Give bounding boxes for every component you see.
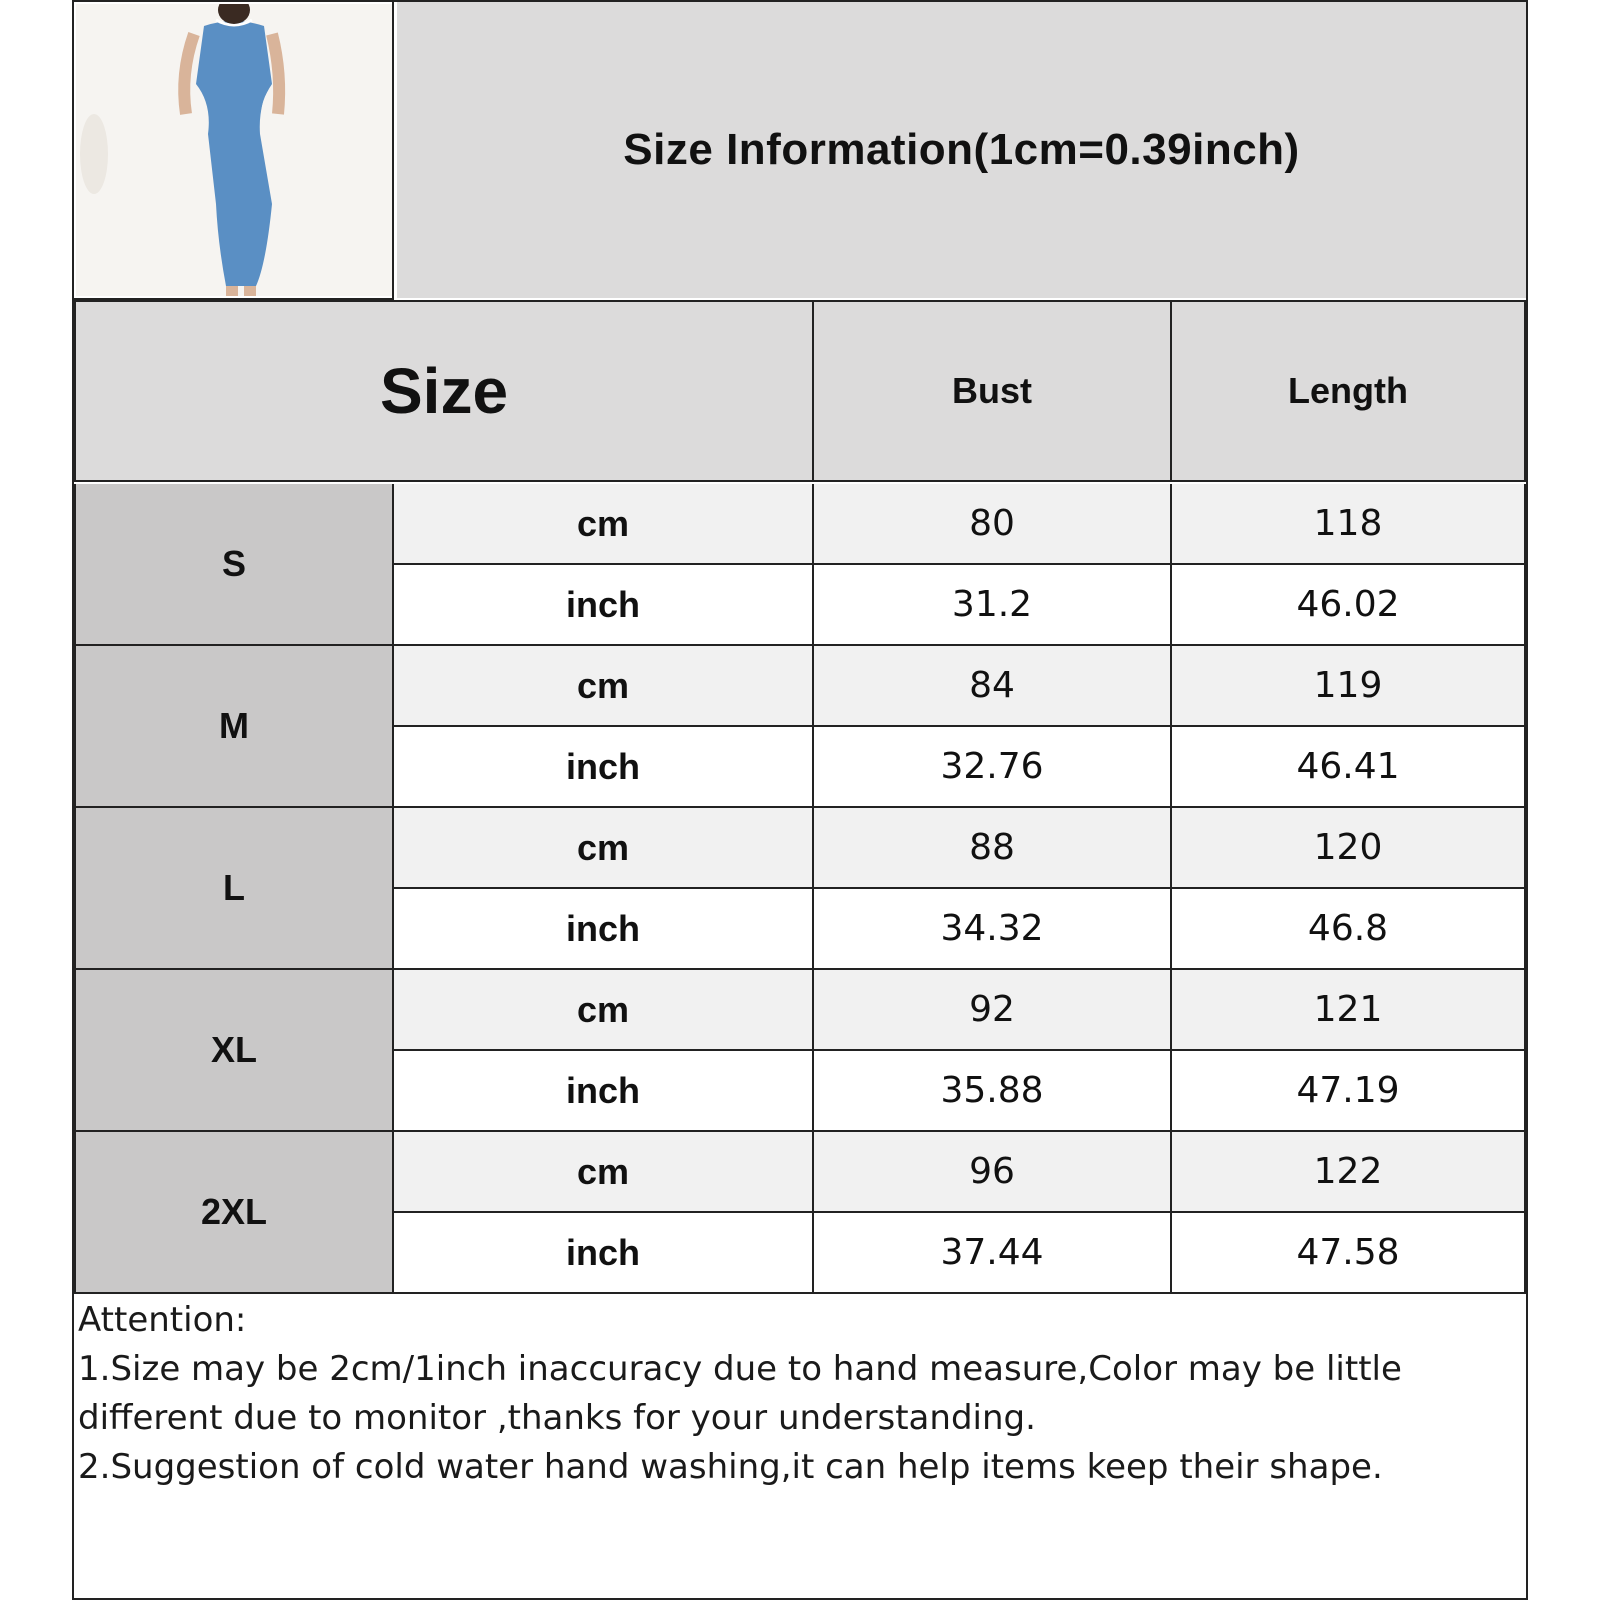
size-header: Size xyxy=(379,355,509,427)
length-value-cell xyxy=(1172,889,1526,970)
size-label: L xyxy=(223,867,245,908)
length-value-cell xyxy=(1172,1051,1526,1132)
unit-label: cm xyxy=(576,502,630,544)
bust-value-cell xyxy=(814,970,1172,1051)
bust-value: 34.32 xyxy=(940,908,1044,949)
attention-heading: Attention: xyxy=(78,1300,247,1340)
unit-label: cm xyxy=(576,826,630,868)
unit-cell xyxy=(394,565,814,646)
bust-value: 31.2 xyxy=(951,584,1033,625)
bust-value-cell xyxy=(814,808,1172,889)
bust-value-cell xyxy=(814,727,1172,808)
length-value-cell xyxy=(1172,1132,1526,1213)
size-label: M xyxy=(219,705,249,746)
size-label-cell xyxy=(74,646,394,808)
attention-notes xyxy=(78,1296,1518,1492)
unit-label: inch xyxy=(565,745,640,787)
bust-value-cell xyxy=(814,1213,1172,1294)
unit-label: inch xyxy=(565,1231,640,1273)
length-value: 46.41 xyxy=(1296,746,1400,787)
bust-value-cell xyxy=(814,484,1172,565)
column-header-length xyxy=(1172,300,1526,482)
length-value: 46.8 xyxy=(1307,908,1389,949)
title-cell xyxy=(394,2,1526,298)
unit-cell xyxy=(394,970,814,1051)
bust-value: 96 xyxy=(969,1151,1015,1192)
unit-cell xyxy=(394,1213,814,1294)
size-label-cell xyxy=(74,1132,394,1294)
bust-value: 32.76 xyxy=(940,746,1044,787)
size-label-cell xyxy=(74,484,394,646)
note-line-2: different due to monitor ,thanks for your understanding. xyxy=(78,1398,1036,1438)
bust-value-cell xyxy=(814,889,1172,970)
length-value-cell xyxy=(1172,808,1526,889)
size-label: XL xyxy=(210,1029,257,1070)
size-label: 2XL xyxy=(200,1191,268,1232)
unit-cell xyxy=(394,889,814,970)
bust-header: Bust xyxy=(952,370,1032,411)
length-value: 119 xyxy=(1313,665,1383,706)
length-value: 121 xyxy=(1313,989,1383,1030)
size-header-cell xyxy=(74,300,814,482)
column-header-bust xyxy=(814,300,1172,482)
length-value: 47.58 xyxy=(1296,1232,1400,1273)
unit-label: inch xyxy=(565,1069,640,1111)
bust-value: 92 xyxy=(969,989,1015,1030)
length-value-cell xyxy=(1172,970,1526,1051)
length-value-cell xyxy=(1172,1213,1526,1294)
note-line-1: 1.Size may be 2cm/1inch inaccuracy due to hand measure,Color may be little xyxy=(78,1349,1402,1389)
page-title: Size Information(1cm=0.39inch) xyxy=(623,125,1300,174)
size-label-cell xyxy=(74,970,394,1132)
size-label: S xyxy=(221,543,246,584)
length-header: Length xyxy=(1288,370,1408,411)
bust-value-cell xyxy=(814,646,1172,727)
bust-value: 80 xyxy=(969,503,1015,544)
length-value-cell xyxy=(1172,565,1526,646)
unit-label: cm xyxy=(576,664,630,706)
bust-value-cell xyxy=(814,565,1172,646)
length-value: 47.19 xyxy=(1296,1070,1400,1111)
length-value: 118 xyxy=(1313,503,1383,544)
unit-cell xyxy=(394,808,814,889)
length-value-cell xyxy=(1172,646,1526,727)
unit-label: inch xyxy=(565,583,640,625)
length-value: 46.02 xyxy=(1296,584,1400,625)
unit-label: inch xyxy=(565,907,640,949)
unit-cell xyxy=(394,646,814,727)
length-value-cell xyxy=(1172,727,1526,808)
bust-value: 37.44 xyxy=(940,1232,1044,1273)
unit-label: cm xyxy=(576,1150,630,1192)
unit-cell xyxy=(394,727,814,808)
unit-label: cm xyxy=(576,988,630,1030)
bust-value-cell xyxy=(814,1132,1172,1213)
photo-border xyxy=(72,0,394,300)
unit-cell xyxy=(394,484,814,565)
length-value: 122 xyxy=(1313,1151,1383,1192)
bust-value: 84 xyxy=(969,665,1015,706)
length-value-cell xyxy=(1172,484,1526,565)
size-label-cell xyxy=(74,808,394,970)
bust-value-cell xyxy=(814,1051,1172,1132)
unit-cell xyxy=(394,1051,814,1132)
unit-cell xyxy=(394,1132,814,1213)
length-value: 120 xyxy=(1313,827,1383,868)
bust-value: 88 xyxy=(969,827,1015,868)
note-line-3: 2.Suggestion of cold water hand washing,it can help items keep their shape. xyxy=(78,1447,1383,1487)
bust-value: 35.88 xyxy=(940,1070,1044,1111)
